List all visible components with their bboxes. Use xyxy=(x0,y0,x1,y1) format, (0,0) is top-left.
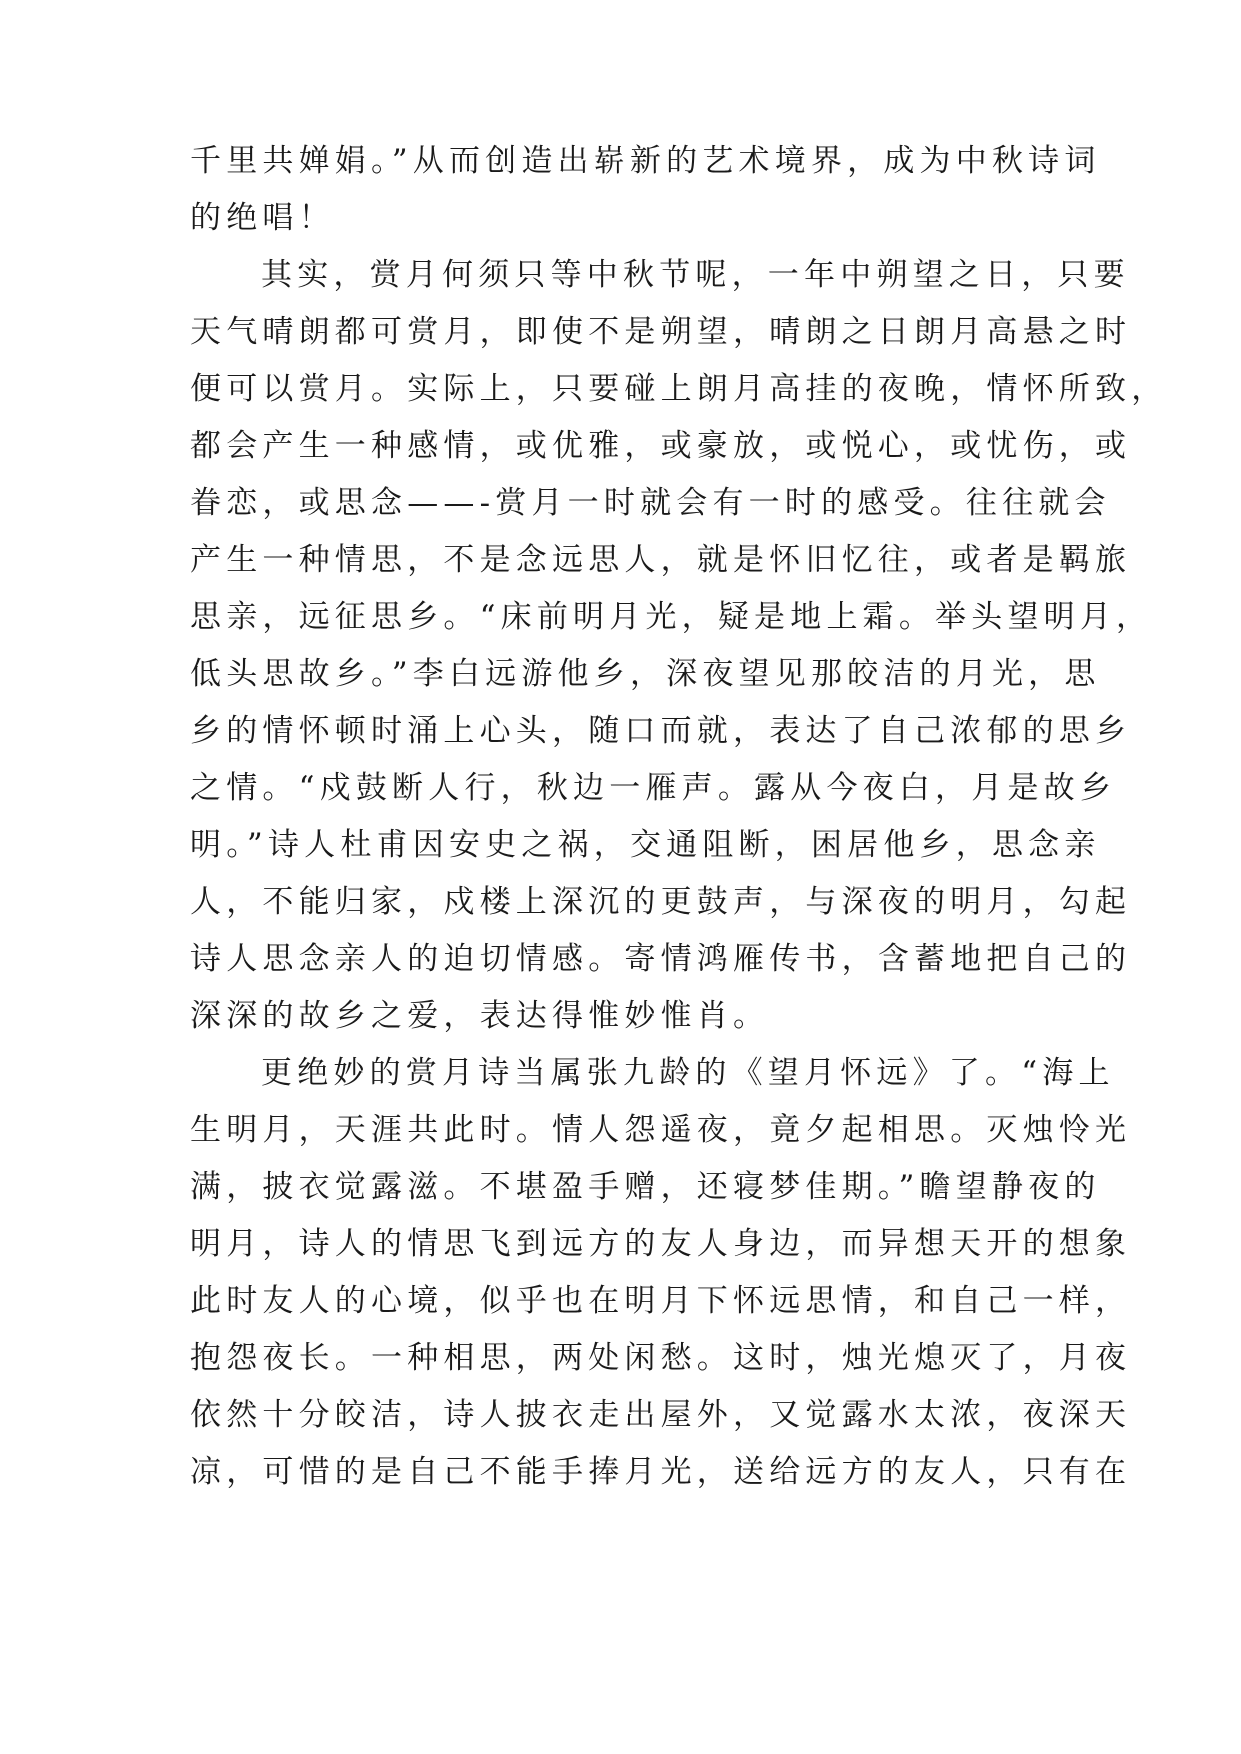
text-line: 人，不能归家，戍楼上深沉的更鼓声，与深夜的明月，勾起 xyxy=(190,884,1132,920)
text-line: 诗人思念亲人的迫切情感。寄情鸿雁传书，含蓄地把自己的 xyxy=(190,941,1132,977)
text-line: 此时友人的心境，似乎也在明月下怀远思情，和自己一样， xyxy=(190,1283,1132,1319)
text-line: 之情。“戍鼓断人行，秋边一雁声。露从今夜白，月是故乡 xyxy=(190,770,1117,806)
text-line: 天气晴朗都可赏月，即使不是朔望，晴朗之日朗月高悬之时 xyxy=(190,314,1132,350)
text-line: 深深的故乡之爱，表达得惟妙惟肖。 xyxy=(190,998,770,1034)
text-line: 抱怨夜长。一种相思，两处闲愁。这时，烛光熄灭了，月夜 xyxy=(190,1340,1132,1376)
text-line: 凉，可惜的是自己不能手捧月光，送给远方的友人，只有在 xyxy=(190,1454,1132,1490)
text-line: 便可以赏月。实际上，只要碰上朗月高挂的夜晚，情怀所致， xyxy=(190,371,1168,407)
text-line: 千里共婵娟。”从而创造出崭新的艺术境界，成为中秋诗词 xyxy=(190,143,1101,179)
text-line: 思亲，远征思乡。“床前明月光，疑是地上霜。举头望明月， xyxy=(190,599,1153,635)
text-line: 明月，诗人的情思飞到远方的友人身边，而异想天开的想象 xyxy=(190,1226,1132,1262)
text-line: 依然十分皎洁，诗人披衣走出屋外，又觉露水太浓，夜深天 xyxy=(190,1397,1132,1433)
text-line: 低头思故乡。”李白远游他乡，深夜望见那皎洁的月光，思 xyxy=(190,656,1101,692)
text-line: 乡的情怀顿时涌上心头，随口而就，表达了自己浓郁的思乡 xyxy=(190,713,1132,749)
text-line: 明。”诗人杜甫因安史之祸，交通阻断，困居他乡，思念亲 xyxy=(190,827,1101,863)
text-line: 产生一种情思，不是念远思人，就是怀旧忆往，或者是羁旅 xyxy=(190,542,1132,578)
text-line: 的绝唱！ xyxy=(190,200,335,236)
body-text xyxy=(190,133,1168,1501)
text-line: 满，披衣觉露滋。不堪盈手赠，还寝梦佳期。”瞻望静夜的 xyxy=(190,1169,1101,1205)
paragraph-start-line: 更绝妙的赏月诗当属张九龄的《望月怀远》了。“海上 xyxy=(261,1055,1115,1091)
paragraph-start-line: 其实，赏月何须只等中秋节呢，一年中朔望之日，只要 xyxy=(261,257,1130,293)
text-line: 生明月，天涯共此时。情人怨遥夜，竟夕起相思。灭烛怜光 xyxy=(190,1112,1132,1148)
text-line: 都会产生一种感情，或优雅，或豪放，或悦心，或忧伤，或 xyxy=(190,428,1132,464)
text-line: 眷恋，或思念——-赏月一时就会有一时的感受。往往就会 xyxy=(190,485,1111,521)
